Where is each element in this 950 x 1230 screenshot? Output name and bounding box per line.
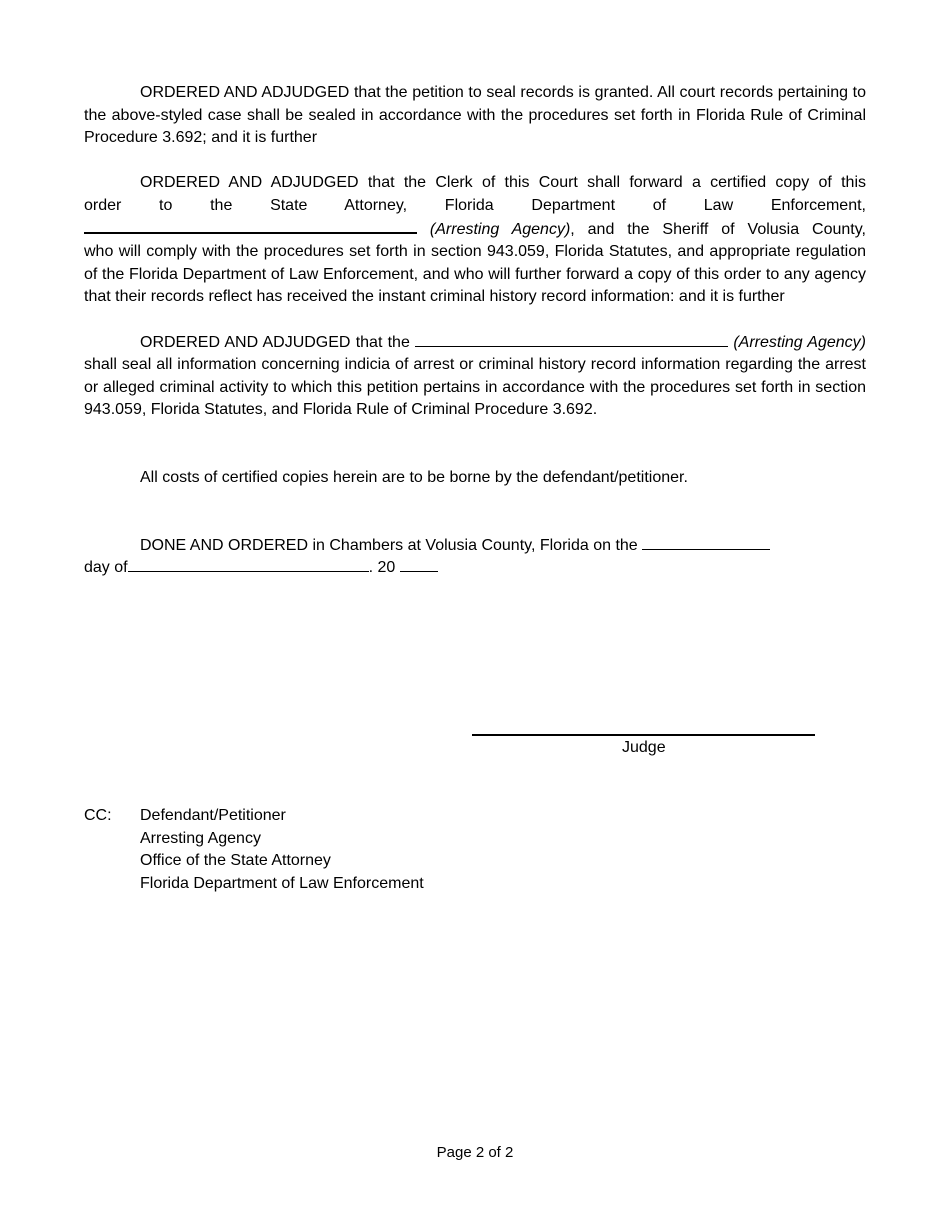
agency-seal-italic: (Arresting Agency)	[733, 333, 867, 351]
document-body	[84, 82, 866, 580]
day-blank	[642, 535, 770, 550]
clerk-forward-rest: who will comply with the procedures set forth in section 943.059, Florida Statutes, and appropriate regulation of the Florida Department of Law Enforcement, and who will further forward a copy of this order to any agency that their records reflect has received the instant criminal history record information: and it is further	[84, 243, 866, 306]
cc-recipient: Florida Department of Law Enforcement	[140, 874, 424, 892]
order-paragraph-seal-granted: ORDERED AND ADJUDGED that the petition to seal records is granted. All court records pertaining to the above-styled case shall be sealed in accordance with the procedures set forth in Florida Rule of Criminal Procedure 3.692; and it is further	[84, 84, 866, 147]
cc-recipient: Office of the State Attorney	[140, 852, 331, 870]
agency-name-blank	[415, 332, 728, 347]
judge-label: Judge	[622, 739, 666, 756]
day-of-label: day of	[84, 559, 128, 577]
sheriff-text: , and the Sheriff of Volusia County,	[570, 220, 866, 238]
page-number-footer: Page 2 of 2	[436, 1144, 514, 1161]
year-blank	[400, 557, 438, 572]
costs-paragraph: All costs of certified copies herein are to be borne by the defendant/petitioner.	[140, 468, 688, 486]
order-paragraph-agency-seal	[84, 332, 866, 422]
cc-recipient: Defendant/Petitioner	[140, 807, 286, 824]
clerk-forward-line2: order to the State Attorney, Florida Department of Law Enforcement,	[84, 196, 866, 214]
arresting-agency-blank	[84, 218, 417, 234]
cc-recipient-list	[140, 805, 424, 895]
order-paragraph-clerk-forward	[84, 172, 866, 309]
cc-recipient: Arresting Agency	[140, 829, 261, 847]
month-blank	[128, 557, 369, 572]
clerk-forward-line3	[84, 218, 866, 242]
clerk-forward-line1: ORDERED AND ADJUDGED that the Clerk of this Court shall forward a certified copy of this	[140, 174, 866, 192]
cc-label: CC:	[84, 807, 112, 824]
done-and-ordered-paragraph	[84, 535, 866, 580]
agency-seal-rest: shall seal all information concerning indicia of arrest or criminal history record information regarding the arrest or alleged criminal activity to which this petition pertains in accordance with the procedures set forth in section 943.059, Florida Statutes, and Florida Rule of Criminal Procedure 3.692.	[84, 356, 866, 419]
done-ordered-line2	[84, 557, 866, 580]
arresting-agency-italic: (Arresting Agency)	[429, 220, 571, 238]
judge-signature-line	[472, 734, 815, 736]
agency-seal-lead: ORDERED AND ADJUDGED that the	[140, 333, 410, 351]
done-ordered-lead: DONE AND ORDERED in Chambers at Volusia County, Florida on the	[140, 536, 638, 554]
year-prefix: . 20	[368, 559, 396, 577]
done-ordered-line1	[84, 535, 866, 558]
